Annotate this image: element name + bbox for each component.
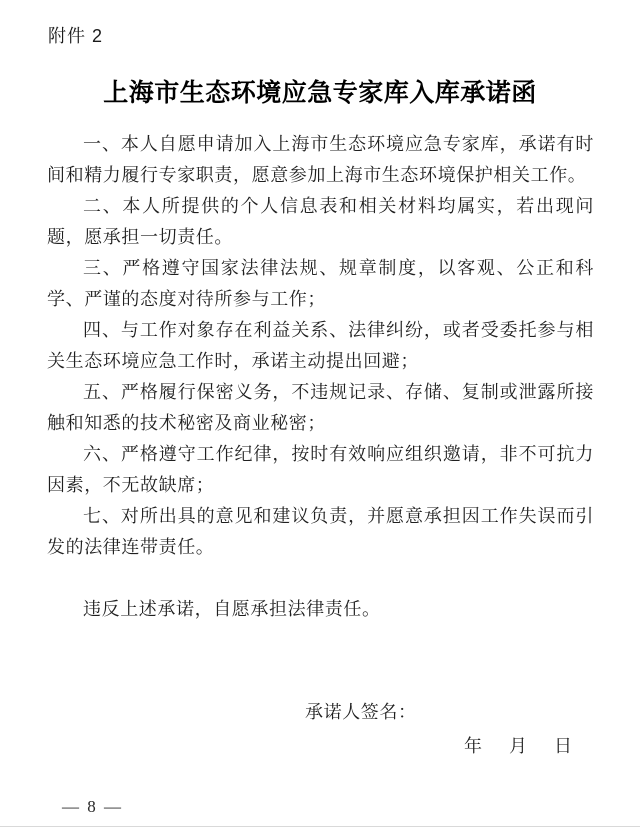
body-paragraph: 四、与工作对象存在利益关系、法律纠纷，或者受委托参与相关生态环境应急工作时，承诺主动提出回避； — [47, 320, 594, 371]
date-year-label: 年 — [464, 736, 482, 756]
body-paragraph: 六、严格遵守工作纪律，按时有效响应组织邀请，非不可抗力因素，不无故缺席； — [47, 444, 594, 495]
closing-statement: 违反上述承诺，自愿承担法律责任。 — [83, 599, 381, 619]
page-number: — 8 — — [62, 797, 123, 816]
body-paragraph: 二、本人所提供的个人信息表和相关材料均属实，若出现问题，愿承担一切责任。 — [47, 196, 594, 247]
body-paragraph: 一、本人自愿申请加入上海市生态环境应急专家库，承诺有时间和精力履行专家职责，愿意参加上海市生态环境保护相关工作。 — [47, 134, 594, 185]
body-paragraph: 七、对所出具的意见和建议负责，并愿意承担因工作失误而引发的法律连带责任。 — [47, 506, 594, 557]
date-day-label: 日 — [554, 736, 572, 756]
body-paragraph: 三、严格遵守国家法律法规、规章制度，以客观、公正和科学、严谨的态度对待所参与工作； — [47, 258, 594, 309]
attachment-label: 附件 2 — [48, 26, 104, 46]
body-paragraph: 五、严格履行保密义务，不违规记录、存储、复制或泄露所接触和知悉的技术秘密及商业秘密； — [47, 382, 594, 433]
body-paragraphs — [47, 129, 594, 625]
date-line — [464, 733, 572, 759]
date-month-label: 月 — [509, 736, 527, 756]
page-title: 上海市生态环境应急专家库入库承诺函 — [103, 79, 537, 107]
footer-divider — [0, 826, 640, 827]
signature-label: 承诺人签名： — [305, 702, 417, 722]
